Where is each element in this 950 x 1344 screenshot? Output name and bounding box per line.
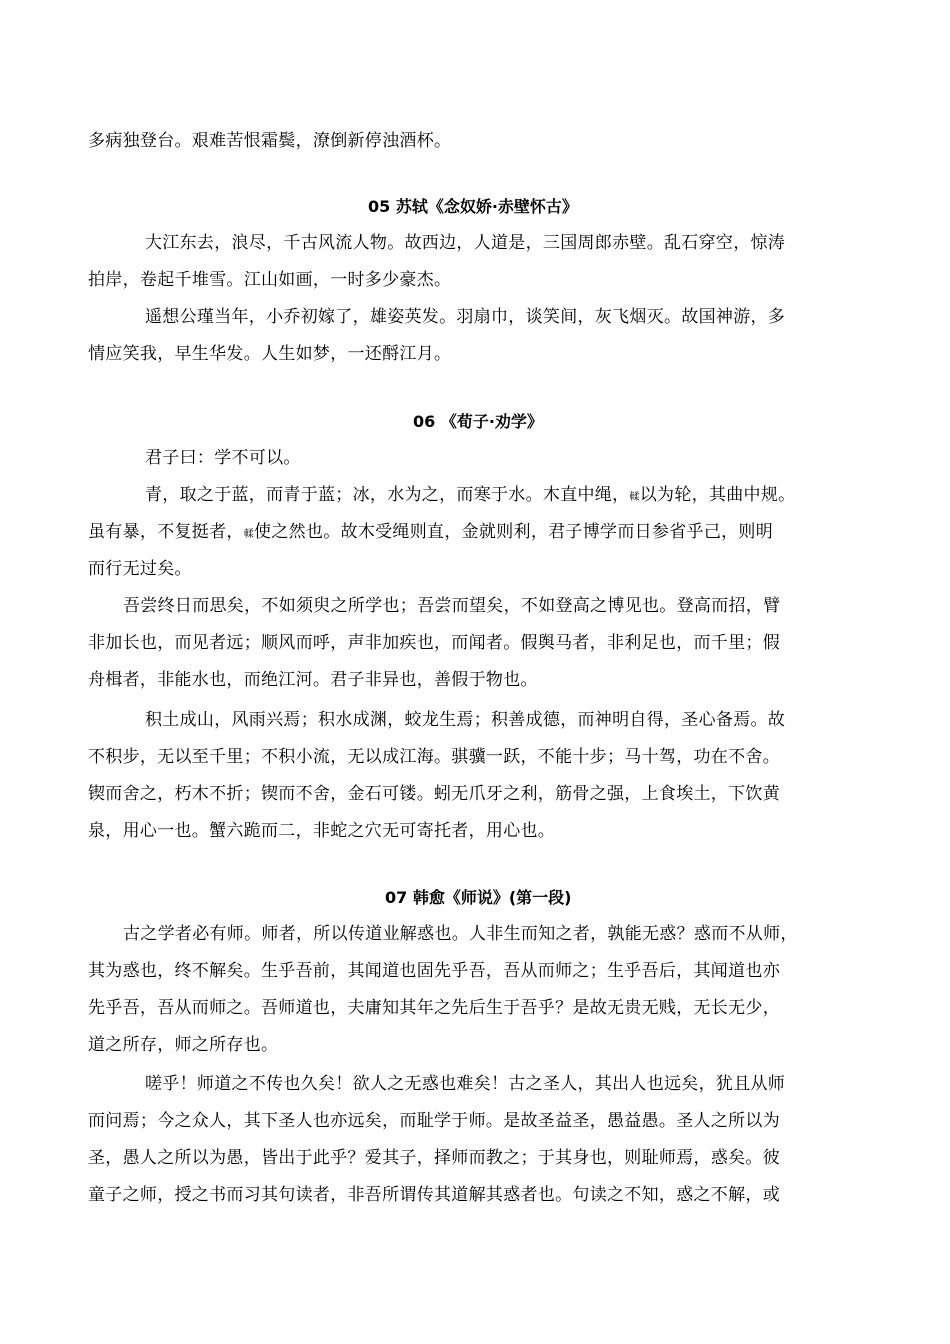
- section-06-line: 泉，用心一也。蟹六跪而二，非蛇之穴无可寄托者，用心也。: [88, 821, 556, 841]
- section-06-line: 君子曰：学不可以。: [145, 448, 301, 468]
- section-06-line: 青，取之于蓝，而青于蓝；冰，水为之，而寒于水。木直中绳，輮以为轮，其曲中规。: [145, 485, 796, 505]
- section-07-title: 07 韩愈《师说》(第一段): [385, 888, 572, 907]
- section-06-line: 不积步，无以至千里；不积小流，无以成江海。骐骥一跃，不能十步；马十驾，功在不舍。: [88, 747, 780, 767]
- section-06-line: 而行无过矣。: [88, 559, 192, 579]
- small-char: 輮: [629, 492, 640, 503]
- section-07-line: 古之学者必有师。师者，所以传道业解惑也。人非生而知之者，孰能无惑？惑而不从师，: [123, 924, 798, 944]
- section-07-line: 道之所存，师之所存也。: [88, 1035, 279, 1055]
- section-06-line: 虽有暴，不复挺者，輮使之然也。故木受绳则直，金就则利，君子博学而日参省乎己，则明: [88, 522, 774, 542]
- section-05-line: 遥想公瑾当年，小乔初嫁了，雄姿英发。羽扇巾，谈笑间，灰飞烟灭。故国神游，多: [145, 307, 786, 327]
- section-05-line: 拍岸，卷起千堆雪。江山如画，一时多少豪杰。: [88, 270, 452, 290]
- poem-continuation-line: 多病独登台。艰难苦恨霜鬓，潦倒新停浊酒杯。: [88, 131, 452, 151]
- section-07-line: 圣，愚人之所以为愚，皆出于此乎？爱其子，择师而教之；于其身也，则耻师焉，惑矣。彼: [88, 1148, 780, 1168]
- section-05-title: 05 苏轼《念奴娇·赤壁怀古》: [368, 197, 578, 216]
- section-05-line: 情应笑我，早生华发。人生如梦，一还酹江月。: [88, 344, 452, 364]
- section-06-line: 锲而舍之，朽木不折；锲而不舍，金石可镂。蚓无爪牙之利，筋骨之强，上食埃土，下饮黄: [88, 784, 780, 804]
- section-05-line: 大江东去，浪尽，千古风流人物。故西边，人道是，三国周郎赤壁。乱石穿空，惊涛: [145, 233, 786, 253]
- section-06-line: 吾尝终日而思矣，不如须臾之所学也；吾尝而望矣，不如登高之博见也。登高而招，臂: [123, 596, 781, 616]
- section-06-line: 舟楫者，非能水也，而绝江河。君子非异也，善假于物也。: [88, 670, 538, 690]
- section-07-line: 嗟乎！师道之不传也久矣！欲人之无惑也难矣！古之圣人，其出人也远矣，犹且从师: [145, 1074, 786, 1094]
- section-07-line: 其为惑也，终不解矣。生乎吾前，其闻道也固先乎吾，吾从而师之；生乎吾后，其闻道也亦: [88, 961, 780, 981]
- section-07-line: 先乎吾，吾从而师之。吾师道也，夫庸知其年之先后生于吾乎？是故无贵无贱，无长无少，: [88, 998, 780, 1018]
- section-06-title: 06 《荀子·劝学》: [413, 412, 543, 431]
- section-06-line: 非加长也，而见者远；顺风而呼，声非加疾也，而闻者。假舆马者，非利足也，而千里；假: [88, 633, 780, 653]
- section-07-line: 而问焉；今之众人，其下圣人也亦远矣，而耻学于师。是故圣益圣，愚益愚。圣人之所以为: [88, 1111, 780, 1131]
- small-char: 輮: [243, 529, 255, 540]
- section-07-line: 童子之师，授之书而习其句读者，非吾所谓传其道解其惑者也。句读之不知，惑之不解，或: [88, 1185, 780, 1205]
- section-06-line: 积土成山，风雨兴焉；积水成渊，蛟龙生焉；积善成德，而神明自得，圣心备焉。故: [145, 710, 786, 730]
